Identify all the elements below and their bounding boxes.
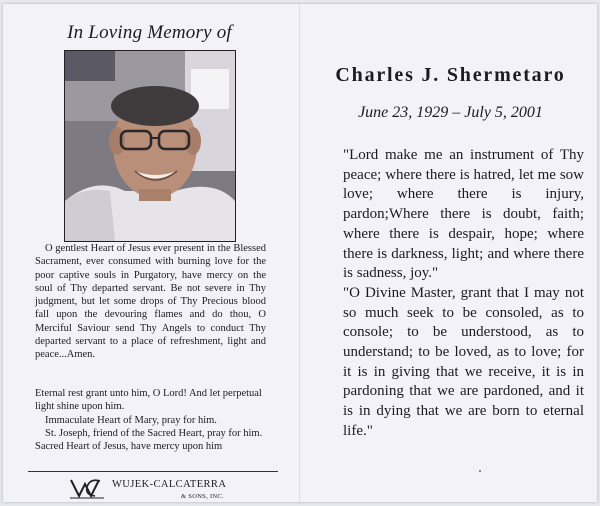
closing-prayers <box>35 387 266 453</box>
sacred-heart-text: Sacred Heart of Jesus, have mercy upon him <box>35 441 223 453</box>
right-panel <box>301 0 600 506</box>
st-joseph-text: St. Joseph, friend of the Sacred Heart, pray for him. <box>45 427 263 439</box>
funeral-home-name: WUJEK-CALCATERRA <box>112 479 227 490</box>
funeral-home-subtitle: & SONS, INC. <box>181 493 224 500</box>
deceased-name: Charles J. Shermetaro <box>335 64 566 86</box>
quote-paragraph-1: "Lord make me an instrument of Thy peace; where there is hatred, let me sow love; where there is injury, pardon;Where there is doubt, faith; where there is despair, hope; where there is darkness, light; and where there is sadness, joy." <box>343 147 584 282</box>
print-speck <box>479 470 481 472</box>
eternal-rest-text: Eternal rest grant unto him, O Lord! And let perpetual light shine upon him. <box>35 388 262 413</box>
quote-paragraph-2: "O Divine Master, grant that I may not so much seek to be consoled, as to console; to be understood, as to understand; to be loved, as to love; for it is in giving that we receive, it is in pardoning that we are pardoned, and it is in dying that we are born to eternal life." <box>343 284 584 439</box>
immaculate-heart-text: Immaculate Heart of Mary, pray for him. <box>45 414 217 426</box>
portrait-image <box>65 51 235 241</box>
left-panel <box>0 0 299 506</box>
prayer-text: O gentlest Heart of Jesus ever present in the Blessed Sacrament, ever consumed with burning love for the poor captive souls in Purgatory, have mercy on the soul of Thy departed servant. Be not severe in Thy judgment, but let some drops of Thy Precious blood fall upon the devouring flames and do thou, O Merciful Saviour send Thy Angels to conduct Thy departed servant to a place of refreshment, light and peace...Amen. <box>35 243 266 361</box>
life-dates: June 23, 1929 – July 5, 2001 <box>358 104 543 121</box>
saint-francis-prayer <box>343 146 584 442</box>
portrait-photo <box>64 50 236 242</box>
funeral-home-logo-icon <box>70 477 104 499</box>
divider-line <box>28 471 278 472</box>
memory-title: In Loving Memory of <box>67 22 232 43</box>
